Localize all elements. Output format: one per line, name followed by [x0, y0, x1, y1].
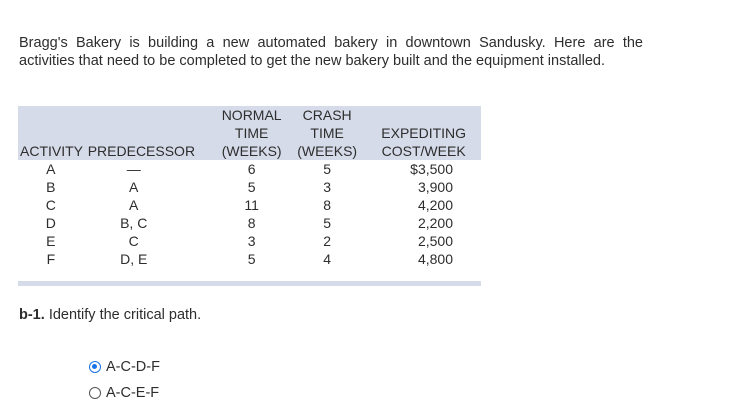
answer-options	[89, 358, 160, 410]
header-predecessor: PREDECESSOR	[84, 142, 216, 160]
header-exp-1: EXPEDITING	[366, 124, 481, 142]
cell-predecessor: B, C	[120, 215, 148, 231]
cell-normal: 8	[247, 215, 256, 231]
table-row	[18, 160, 481, 178]
radio-selected-icon[interactable]	[89, 361, 101, 373]
cell-normal: 11	[244, 197, 259, 213]
cell-cost: 2,500	[417, 233, 453, 249]
question-text: Identify the critical path.	[48, 307, 202, 323]
cell-crash: 5	[323, 161, 332, 177]
cell-predecessor: C	[128, 233, 139, 249]
option-label: A-C-E-F	[106, 385, 160, 401]
cell-activity: D	[45, 215, 56, 231]
activity-table	[18, 106, 481, 286]
cell-predecessor: A	[129, 179, 139, 195]
cell-activity: E	[46, 233, 56, 249]
header-activity: ACTIVITY	[20, 143, 84, 159]
cell-activity: A	[46, 161, 56, 177]
cell-activity: C	[45, 197, 56, 213]
problem-intro: Bragg's Bakery is building a new automated bakery in downtown Sandusky. Here are the activities that need to be completed to get the new bakery built and the equipment installed.	[19, 35, 643, 69]
header-crash-1: CRASH	[288, 106, 366, 124]
cell-cost: 2,200	[417, 215, 453, 231]
cell-cost: 4,200	[417, 197, 453, 213]
cell-crash: 3	[323, 179, 332, 195]
option-a-c-e-f[interactable]	[89, 384, 160, 402]
header-normal-2: TIME	[215, 124, 288, 142]
header-normal-3: (WEEKS)	[215, 142, 288, 160]
table-row	[18, 250, 481, 268]
table-bottom-divider	[18, 281, 481, 286]
cell-cost: 4,800	[417, 251, 453, 267]
radio-unselected-icon[interactable]	[89, 387, 101, 399]
table-row	[18, 214, 481, 232]
cell-crash: 5	[323, 215, 332, 231]
cell-normal: 6	[247, 161, 256, 177]
cell-predecessor: D, E	[120, 251, 148, 267]
option-label: A-C-D-F	[106, 359, 160, 375]
option-a-c-d-f[interactable]	[89, 358, 160, 376]
cell-crash: 4	[323, 251, 332, 267]
table-row	[18, 178, 481, 196]
cell-normal: 3	[247, 233, 256, 249]
table-row	[18, 232, 481, 250]
cell-cost: $3,500	[410, 161, 453, 177]
cell-predecessor: A	[129, 197, 139, 213]
cell-normal: 5	[247, 179, 256, 195]
cell-predecessor: —	[126, 161, 141, 177]
header-crash-2: TIME	[288, 124, 366, 142]
header-exp-2: COST/WEEK	[366, 142, 481, 160]
question-number: b-1.	[19, 307, 45, 323]
cell-activity: B	[46, 179, 56, 195]
cell-crash: 2	[323, 233, 332, 249]
cell-cost: 3,900	[417, 179, 453, 195]
cell-normal: 5	[247, 251, 256, 267]
question-prompt	[19, 307, 201, 323]
cell-activity: F	[46, 251, 56, 267]
table-row	[18, 196, 481, 214]
cell-crash: 8	[323, 197, 332, 213]
header-normal-1: NORMAL	[215, 106, 288, 124]
header-crash-3: (WEEKS)	[288, 142, 366, 160]
